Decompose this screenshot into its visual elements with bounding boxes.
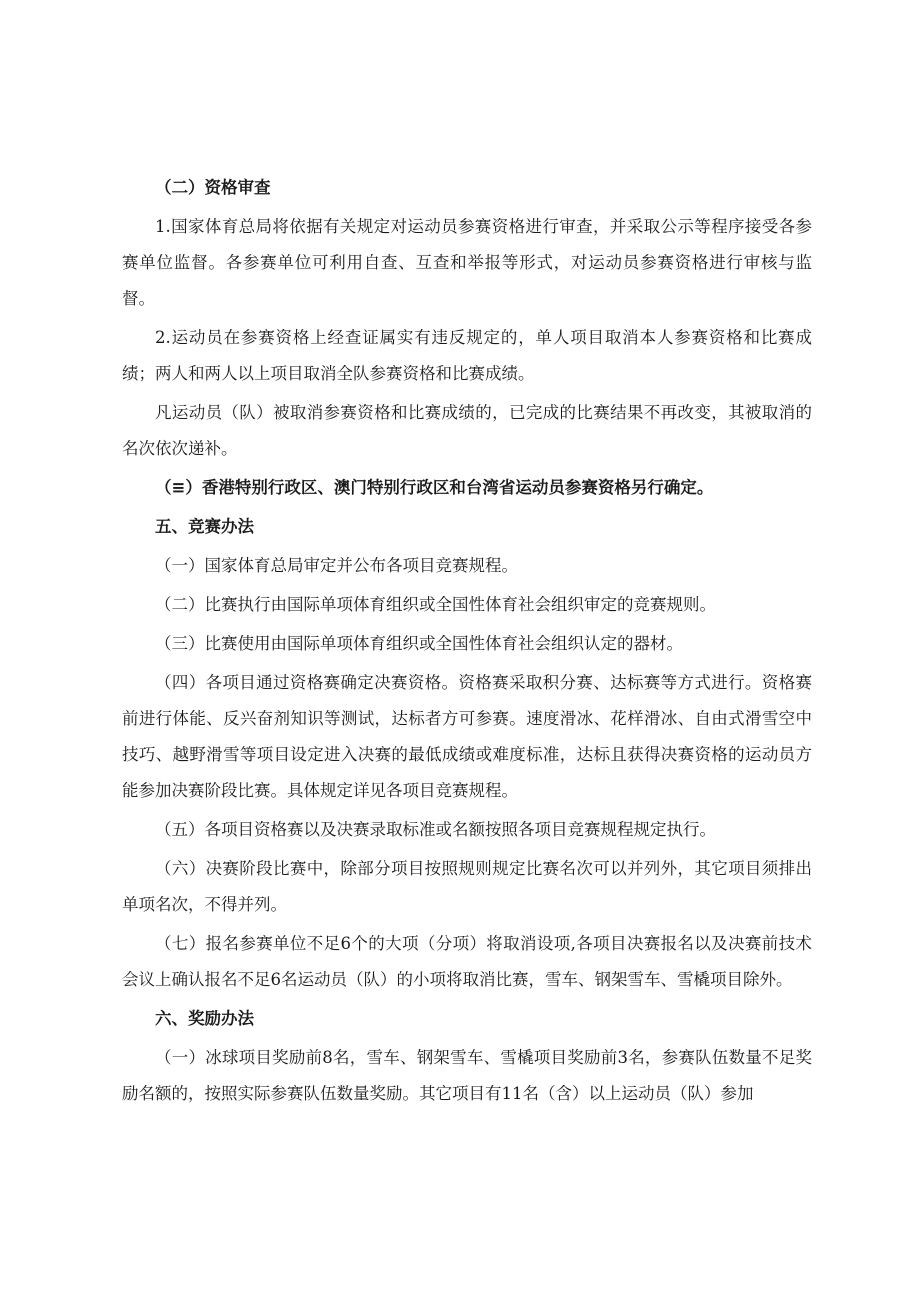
paragraph-awards-1: （一）冰球项目奖励前8名，雪车、钢架雪车、雪橇项目奖励前3名，参赛队伍数量不足奖励名额的，按照实际参赛队伍数量奖励。其它项目有11名（含）以上运动员（队）参加 — [122, 1048, 812, 1103]
document-body — [122, 170, 812, 1115]
paragraph-rules-5: （五）各项目资格赛以及决赛录取标准或名额按照各项目竞赛规程规定执行。 — [155, 820, 716, 839]
section-heading-awards: 六、奖励办法 — [155, 1009, 254, 1028]
paragraph-hk-macau-taiwan: （≡）香港特别行政区、澳门特别行政区和台湾省运动员参赛资格另行确定。 — [155, 478, 714, 497]
paragraph-rules-1: （一）国家体育总局审定并公布各项目竞赛规程。 — [155, 556, 518, 575]
paragraph-rules-2: （二）比赛执行由国际单项体育组织或全国性体育社会组织审定的竞赛规则。 — [155, 595, 716, 614]
paragraph-rules-4: （四）各项目通过资格赛确定决赛资格。资格赛采取积分赛、达标赛等方式进行。资格赛前进行体能、反兴奋剂知识等测试，达标者方可参赛。速度滑冰、花样滑冰、自由式滑雪空中技巧、越野滑雪等项目设定进入决赛的最低成绩或难度标准，达标且获得决赛资格的运动员方能参加决赛阶段比赛。具体规定详见各项目竞赛规程。 — [122, 673, 812, 800]
paragraph-rules-3: （三）比赛使用由国际单项体育组织或全国性体育社会组织认定的器材。 — [155, 634, 683, 653]
paragraph-review-2: 2.运动员在参赛资格上经查证属实有违反规定的，单人项目取消本人参赛资格和比赛成绩；两人和两人以上项目取消全队参赛资格和比赛成绩。 — [122, 328, 812, 383]
paragraph-review-3: 凡运动员（队）被取消参赛资格和比赛成绩的，已完成的比赛结果不再改变，其被取消的名次依次递补。 — [122, 403, 812, 458]
paragraph-rules-6: （六）决赛阶段比赛中，除部分项目按照规则规定比赛名次可以并列外，其它项目须排出单项名次，不得并列。 — [122, 859, 812, 914]
section-heading-eligibility-review: （二）资格审查 — [155, 178, 271, 197]
section-heading-competition-rules: 五、竞赛办法 — [155, 517, 254, 536]
paragraph-review-1: 1.国家体育总局将依据有关规定对运动员参赛资格进行审查，并采取公示等程序接受各参赛单位监督。各参赛单位可利用自查、互查和举报等形式，对运动员参赛资格进行审核与监督。 — [122, 217, 812, 308]
paragraph-rules-7: （七）报名参赛单位不足6个的大项（分项）将取消设项,各项目决赛报名以及决赛前技术会议上确认报名不足6名运动员（队）的小项将取消比赛，雪车、钢架雪车、雪橇项目除外。 — [122, 934, 812, 989]
